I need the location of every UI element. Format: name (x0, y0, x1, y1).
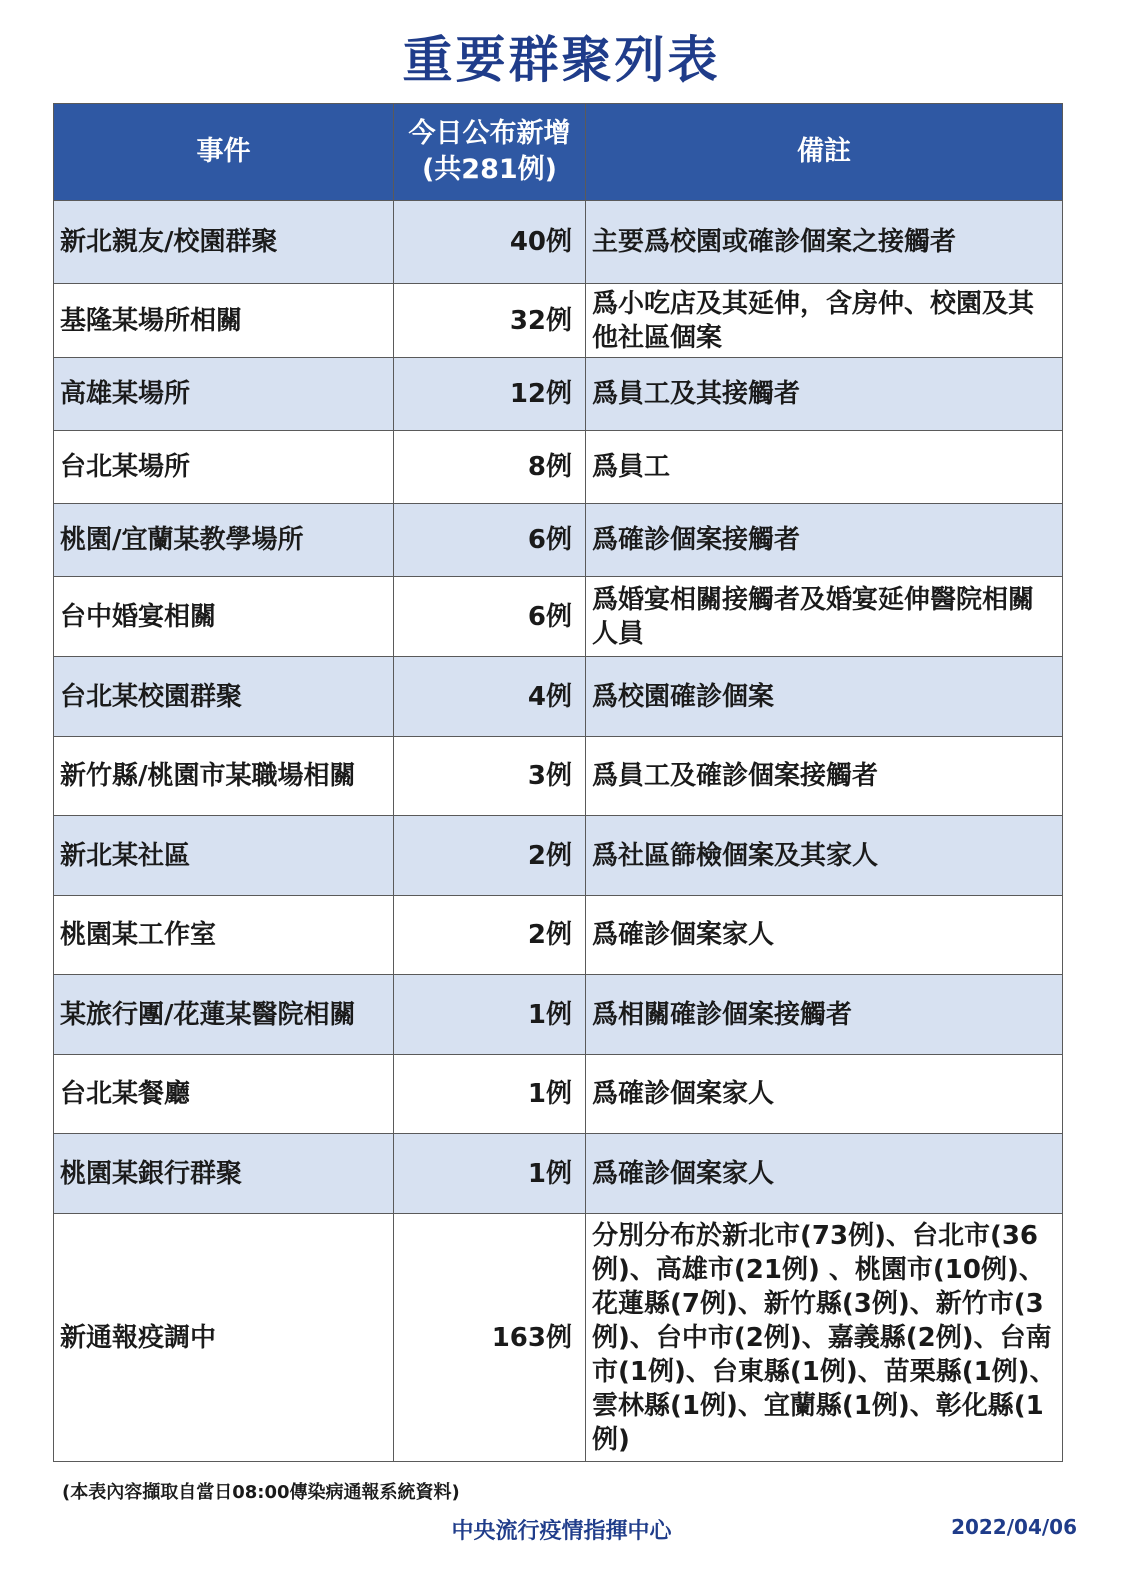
table-row (54, 816, 1063, 896)
event-cell: 桃園/宜蘭某教學場所 (54, 504, 394, 577)
event-cell: 桃園某銀行群聚 (54, 1134, 394, 1214)
note-cell: 爲確診個案家人 (586, 1055, 1063, 1134)
count-cell: 3例 (394, 737, 586, 816)
count-cell: 1例 (394, 1055, 586, 1134)
event-cell: 台北某校園群聚 (54, 657, 394, 737)
note-cell: 爲社區篩檢個案及其家人 (586, 816, 1063, 896)
count-cell: 8例 (394, 431, 586, 504)
count-cell: 6例 (394, 577, 586, 657)
table-row (54, 577, 1063, 657)
count-cell: 32例 (394, 284, 586, 358)
note-cell: 爲相關確診個案接觸者 (586, 975, 1063, 1055)
note-cell: 爲婚宴相關接觸者及婚宴延伸醫院相關人員 (586, 577, 1063, 657)
cluster-table (53, 103, 1063, 1462)
count-cell: 12例 (394, 358, 586, 431)
table-row (54, 1055, 1063, 1134)
publish-date: 2022/04/06 (951, 1515, 1077, 1539)
count-cell: 4例 (394, 657, 586, 737)
event-cell: 新北某社區 (54, 816, 394, 896)
count-cell: 2例 (394, 816, 586, 896)
event-cell: 新通報疫調中 (54, 1214, 394, 1462)
count-cell: 6例 (394, 504, 586, 577)
note-cell: 爲確診個案接觸者 (586, 504, 1063, 577)
event-cell: 台北某場所 (54, 431, 394, 504)
header-event: 事件 (54, 104, 394, 201)
table-row (54, 358, 1063, 431)
table-row (54, 1134, 1063, 1214)
header-count (394, 104, 586, 201)
note-cell: 爲員工 (586, 431, 1063, 504)
note-cell: 主要爲校園或確診個案之接觸者 (586, 201, 1063, 284)
note-cell: 爲員工及確診個案接觸者 (586, 737, 1063, 816)
note-cell: 爲確診個案家人 (586, 896, 1063, 975)
event-cell: 基隆某場所相關 (54, 284, 394, 358)
event-cell: 桃園某工作室 (54, 896, 394, 975)
table-row (54, 975, 1063, 1055)
table-header-row (54, 104, 1063, 201)
event-cell: 台中婚宴相關 (54, 577, 394, 657)
count-cell: 40例 (394, 201, 586, 284)
count-cell: 1例 (394, 1134, 586, 1214)
table-row (54, 896, 1063, 975)
count-cell: 163例 (394, 1214, 586, 1462)
event-cell: 新竹縣/桃園市某職場相關 (54, 737, 394, 816)
organization-name: 中央流行疫情指揮中心 (451, 1519, 672, 1544)
table-row (54, 1214, 1063, 1462)
table-row (54, 657, 1063, 737)
table-row (54, 201, 1063, 284)
event-cell: 新北親友/校園群聚 (54, 201, 394, 284)
note-cell: 爲確診個案家人 (586, 1134, 1063, 1214)
header-count-line2: (共281例) (421, 154, 558, 185)
note-cell: 爲小吃店及其延伸，含房仲、校園及其他社區個案 (586, 284, 1063, 358)
note-cell: 爲校園確診個案 (586, 657, 1063, 737)
event-cell: 高雄某場所 (54, 358, 394, 431)
page-title: 重要群聚列表 (402, 31, 721, 89)
table-row (54, 737, 1063, 816)
header-count-line1: 今日公布新增 (408, 118, 571, 149)
header-note: 備註 (586, 104, 1063, 201)
table-row (54, 431, 1063, 504)
table-row (54, 504, 1063, 577)
footnote: (本表內容擷取自當日08:00傳染病通報系統資料) (62, 1482, 460, 1503)
table-row (54, 284, 1063, 358)
event-cell: 某旅行團/花蓮某醫院相關 (54, 975, 394, 1055)
count-cell: 2例 (394, 896, 586, 975)
event-cell: 台北某餐廳 (54, 1055, 394, 1134)
count-cell: 1例 (394, 975, 586, 1055)
note-cell: 爲員工及其接觸者 (586, 358, 1063, 431)
note-cell: 分別分布於新北市(73例)、台北市(36例)、高雄市(21例) 、桃園市(10例)、花蓮縣(7例)、新竹縣(3例)、新竹市(3例)、台中市(2例)、嘉義縣(2例)、台南市(1例)、台東縣(1例)、苗栗縣(1例)、雲林縣(1例)、宜蘭縣(1例)、彰化縣(1例) (586, 1214, 1063, 1462)
